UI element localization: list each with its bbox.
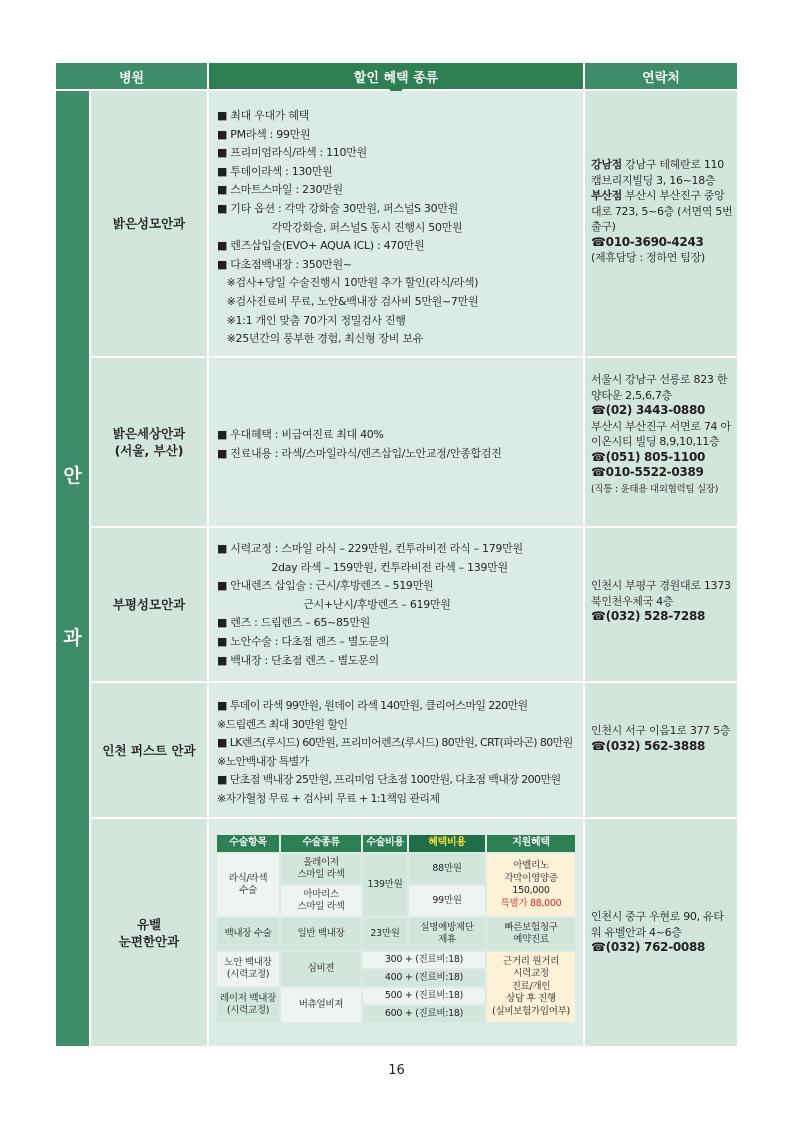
contact-cell bbox=[585, 683, 737, 817]
header-benefits bbox=[209, 63, 583, 89]
phone-number: ☎(032) 528-7288 bbox=[591, 609, 706, 623]
th-kind: 수술종류 bbox=[281, 835, 361, 852]
cell-support: 근거리 원거리 시력교정 진료/개인 상담 후 진행 (실비보험가입여부) bbox=[487, 952, 575, 1022]
contact-text bbox=[591, 157, 733, 266]
address: 인천시 부평구 경원대로 1373 북인천우체국 4층 bbox=[591, 579, 731, 608]
hospital-name: 부평성모안과 bbox=[91, 528, 207, 681]
address: 인천시 서구 이음1로 377 5층 bbox=[591, 724, 731, 737]
phone-number: ☎(032) 762-0088 bbox=[591, 940, 706, 954]
cell-kind: 심비젼 bbox=[281, 952, 361, 986]
contact-cell bbox=[585, 528, 737, 681]
header-hospital: 병원 bbox=[56, 63, 207, 89]
benefits-cell bbox=[209, 683, 583, 817]
cell-benefit: 88만원 bbox=[409, 854, 485, 884]
cell-kind: 버츄얼비져 bbox=[281, 988, 361, 1022]
benefits-text: ■ 최대 우대가 혜택 ■ PM라섹 : 99만원 ■ 프리미엄라식/라섹 : 110만원 ■ 투데이라섹 : 130만원 ■ 스마트스마일 : 230만원 ■ 기타 옵션 : 각막 강화술 30만원, 퍼스널S 30만원 각막강화술, 퍼스널S 동시 진행시 50만원 ■ 렌즈삽입술(EVO+ AQUA ICL) : 470만원 ■ 다초점백내장 : 350만원~ ※검사+당일 수술진행시 10만원 추가 할인(라식/라섹) ※검사진료비 무료, 노안&백내장 검사비 5만원~7만원 ※1:1 개인 맞춤 70가지 정밀검사 진행 ※25년간의 풍부한 경험, 최신형 장비 보유 bbox=[217, 109, 479, 346]
benefits-text: ■ 투데이 라섹 99만원, 원데이 라섹 140만원, 클리어스마일 220만원 ※드림렌즈 최대 30만원 할인 ■ LK렌즈(루시드) 60만원, 프리미어렌즈(루시드) 80만원, CRT(파라곤) 80만원 ※노안백내장 특별가 ■ 단초점 백내장 25만원, 프리미엄 단초점 100만원, 다초점 백내장 200만원 ※자가혈청 무료 + 검사비 무료 + 1:1책임 관리제 bbox=[217, 699, 573, 805]
table-row bbox=[91, 358, 737, 526]
contact-note: (직통 : 윤태용 대외협력팀 실장) bbox=[591, 483, 719, 495]
th-item: 수술항목 bbox=[217, 835, 279, 852]
table-row bbox=[91, 683, 737, 817]
branch-address: 부산시 부산진구 중앙대로 723, 5~6층 (서면역 5번 출구) bbox=[591, 189, 733, 233]
address: 인천시 중구 우현로 90, 유타워 유벨안과 4~6층 bbox=[591, 910, 724, 939]
special-price: 특별가 88,000 bbox=[500, 897, 562, 909]
table-row bbox=[91, 528, 737, 681]
th-support: 지원혜택 bbox=[487, 835, 575, 852]
table-row bbox=[91, 819, 737, 1046]
hospital-name: 유벨 눈편한안과 bbox=[91, 819, 207, 1046]
cell-benefit: 300 + (진료비:18) bbox=[363, 952, 485, 968]
surgery-price-table bbox=[215, 833, 577, 1024]
cell-item: 레이저 백내장 (시력교정) bbox=[217, 988, 279, 1022]
cell-item: 노안 백내장 (시력교정) bbox=[217, 952, 279, 986]
contact-text bbox=[591, 909, 733, 956]
benefits-cell bbox=[209, 819, 583, 1046]
cell-kind: 일반 백내장 bbox=[281, 918, 361, 950]
phone-number: ☎010-3690-4243 bbox=[591, 234, 704, 249]
hospital-name: 인천 퍼스트 안과 bbox=[91, 683, 207, 817]
table-row bbox=[91, 91, 737, 356]
cell-benefit: 500 + (진료비:18) bbox=[363, 988, 485, 1004]
header-benefits-label: 할인 혜택 종류 bbox=[353, 70, 439, 86]
branch-address: 강남구 테헤란로 110 캠브리지빌딩 3, 16~18층 bbox=[591, 158, 724, 187]
category-char-1: 안 bbox=[63, 465, 82, 487]
phone-number: ☎010-5522-0389 bbox=[591, 465, 704, 479]
th-cost: 수술비용 bbox=[363, 835, 407, 852]
cell-kind: 아마리스 스마일 라섹 bbox=[281, 886, 361, 916]
page-number: 16 bbox=[388, 1063, 405, 1078]
benefits-cell bbox=[209, 91, 583, 356]
branch-name: 부산점 bbox=[591, 189, 622, 202]
th-benefit: 혜택비용 bbox=[409, 835, 485, 852]
phone-number: ☎(02) 3443-0880 bbox=[591, 403, 706, 417]
benefits-cell bbox=[209, 358, 583, 526]
category-char-2: 과 bbox=[63, 627, 82, 649]
contact-text bbox=[591, 578, 733, 625]
support-text: 아벨리노 각막이영양증 150,000 bbox=[504, 860, 558, 896]
phone-number: ☎(032) 562-3888 bbox=[591, 738, 706, 753]
contact-text bbox=[591, 372, 733, 497]
benefits-cell bbox=[209, 528, 583, 681]
contact-text bbox=[591, 723, 733, 754]
cell-benefit: 600 + (진료비:18) bbox=[363, 1006, 485, 1022]
header-contact: 연락처 bbox=[585, 63, 737, 89]
hospital-name: 밝은세상안과 (서울, 부산) bbox=[91, 358, 207, 526]
cell-item: 백내장 수술 bbox=[217, 918, 279, 950]
cell-kind: 올레이저 스마일 라섹 bbox=[281, 854, 361, 884]
cell-item: 라식/라섹 수술 bbox=[217, 854, 279, 916]
hospital-name: 밝은성모안과 bbox=[91, 91, 207, 356]
cell-support bbox=[487, 854, 575, 916]
contact-cell bbox=[585, 91, 737, 356]
cell-benefit: 99만원 bbox=[409, 886, 485, 916]
cell-support: 빠른보험청구 예약진료 bbox=[487, 918, 575, 950]
phone-number: ☎(051) 805-1100 bbox=[591, 449, 706, 464]
cell-cost: 139만원 bbox=[363, 854, 407, 916]
address: 서울시 강남구 선릉로 823 한양타운 2,5,6,7층 bbox=[591, 373, 728, 402]
cell-benefit: 400 + (진료비:18) bbox=[363, 970, 485, 986]
contact-note: (제휴담당 : 정하연 팀장) bbox=[591, 251, 705, 264]
benefits-text: ■ 시력교정 : 스마일 라식 – 229만원, 컨투라비전 라식 – 179만원 2day 라섹 – 159만원, 컨투라비전 라섹 – 139만원 ■ 안내렌즈 삽입술 : 근시/후방렌즈 – 519만원 근시+난시/후방렌즈 – 619만원 ■ 렌즈 : 드림렌즈 – 65~85만원 ■ 노안수술 : 다초점 렌즈 – 별도문의 ■ 백내장 : 단초점 렌즈 – 별도문의 bbox=[217, 542, 523, 667]
benefits-text: ■ 우대혜택 : 비급여진료 최대 40% ■ 진료내용 : 라섹/스마일라식/렌즈삽입/노안교정/안종합검진 bbox=[217, 428, 502, 460]
cell-benefit: 실명예방제단 제휴 bbox=[409, 918, 485, 950]
cell-cost: 23만원 bbox=[363, 918, 407, 950]
address: 부산시 부산진구 서면로 74 아이온시티 빌딩 8,9,10,11층 bbox=[591, 419, 731, 448]
branch-name: 강남점 bbox=[591, 158, 622, 171]
contact-cell bbox=[585, 819, 737, 1046]
category-column bbox=[56, 91, 89, 1046]
contact-cell bbox=[585, 358, 737, 526]
